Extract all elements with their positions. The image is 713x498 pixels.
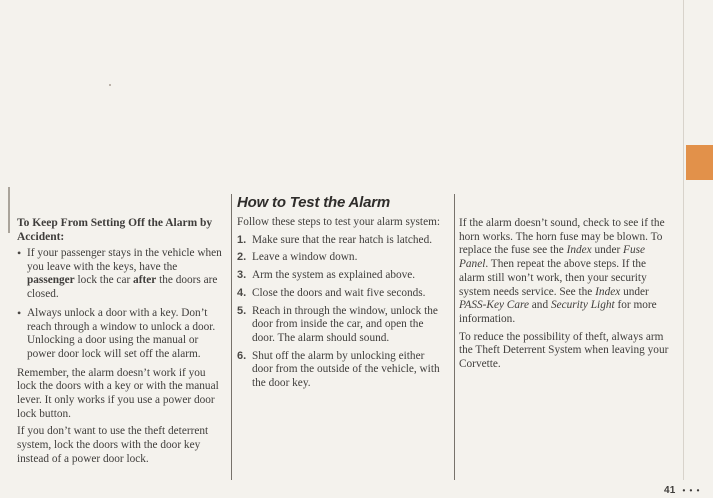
right-paragraph-troubleshooting xyxy=(459,217,673,327)
right-column xyxy=(459,217,673,376)
page-number-value: 41 xyxy=(664,485,676,496)
bullet-text-part: If your passenger stays in the vehicle when you leave with the keys, have the xyxy=(27,247,222,273)
right-text-part: If the alarm doesn’t sound, check to see if the horn works. The horn fuse may be blown. To replace the fuse see the xyxy=(459,217,665,257)
bullet-item-passenger xyxy=(17,247,224,302)
left-margin-mark xyxy=(8,187,10,233)
step-number: 3. xyxy=(237,269,247,282)
bullet-text: Always unlock a door with a key. Don’t reach through a window to unlock a door. Unlocking a door using the manual or power door lock will set off the alarm. xyxy=(27,306,216,360)
pass-key-care-reference: PASS-Key Care xyxy=(459,299,529,312)
step-item xyxy=(237,251,447,265)
step-item xyxy=(237,287,447,301)
right-text-part: for more information. xyxy=(459,299,657,325)
paper-speck xyxy=(109,84,111,86)
left-column xyxy=(17,216,224,471)
step-item xyxy=(237,269,447,283)
page-dots: • • • xyxy=(682,486,701,495)
step-number: 4. xyxy=(237,286,247,299)
step-text: Leave a window down. xyxy=(252,251,358,264)
step-number: 2. xyxy=(237,251,247,264)
step-text: Reach in through the window, unlock the door from inside the car, and open the door. The alarm should sound. xyxy=(252,304,438,344)
section-title: How to Test the Alarm xyxy=(237,194,391,211)
right-text-part: and xyxy=(528,299,551,312)
bullet-text-part: the doors are closed. xyxy=(27,274,218,301)
security-light-reference: Security Light xyxy=(550,299,615,312)
step-text: Arm the system as explained above. xyxy=(252,269,416,282)
step-text: Close the doors and wait five seconds. xyxy=(252,286,426,299)
step-text: Make sure that the rear hatch is latched. xyxy=(252,233,433,246)
step-item xyxy=(237,305,447,346)
bullet-bold-passenger: passenger xyxy=(27,274,75,287)
right-text-part: under xyxy=(591,244,624,257)
step-item xyxy=(237,234,447,248)
right-text-part: under xyxy=(620,285,649,298)
middle-column xyxy=(237,194,447,395)
step-number: 6. xyxy=(237,349,247,362)
fuse-panel-reference: Fuse Panel xyxy=(459,244,646,271)
index-reference: Index xyxy=(566,244,592,257)
step-number: 1. xyxy=(237,233,247,246)
left-column-heading: To Keep From Setting Off the Alarm by Accident: xyxy=(17,217,213,243)
column-divider-left xyxy=(231,194,232,480)
step-number: 5. xyxy=(237,304,247,317)
bullet-bold-after: after xyxy=(133,274,157,287)
left-paragraph-remember: Remember, the alarm doesn’t work if you lock the doors with a key or with the manual lever. It only works if you use a power door lock button. xyxy=(17,366,219,420)
page-number xyxy=(664,485,700,496)
left-column-bullets xyxy=(17,247,224,362)
index-reference: Index xyxy=(595,285,621,298)
right-edge-rule xyxy=(683,0,684,480)
alarm-test-steps xyxy=(237,234,447,391)
section-intro: Follow these steps to test your alarm system: xyxy=(237,216,441,228)
bullet-text-part: lock the car xyxy=(74,274,134,287)
column-divider-right xyxy=(454,194,455,480)
section-tab-marker xyxy=(686,145,713,180)
right-paragraph-theft-prevention: To reduce the possibility of theft, always arm the Theft Deterrent System when leaving your Corvette. xyxy=(459,330,669,371)
bullet-item-unlock-with-key xyxy=(17,307,224,362)
step-item xyxy=(237,350,447,391)
right-text-part: . Then repeat the above steps. If the alarm still won’t work, then your security system needs service. See the xyxy=(459,258,647,298)
step-text: Shut off the alarm by unlocking either door from the outside of the vehicle, with the door key. xyxy=(252,349,440,390)
left-paragraph-deterrent: If you don’t want to use the theft deterrent system, lock the doors with the door key instead of a power door lock. xyxy=(17,425,209,465)
